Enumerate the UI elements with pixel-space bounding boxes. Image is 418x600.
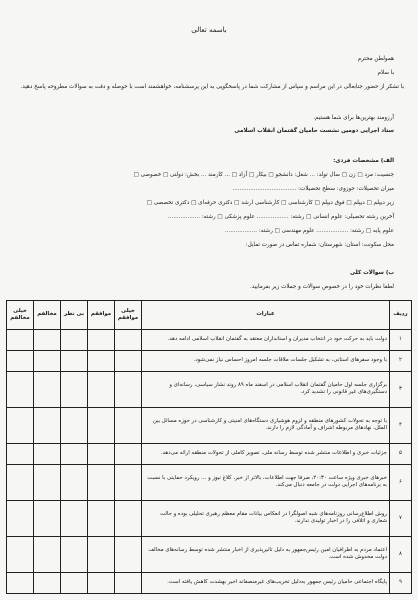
table-row (7, 330, 412, 351)
row-number: ۹ (390, 572, 412, 593)
neutral-cell[interactable] (61, 536, 88, 572)
section-b-title: ب) سوالات کلی (350, 270, 394, 276)
disagree-cell[interactable] (34, 500, 61, 536)
strongly-agree-cell[interactable] (115, 464, 142, 500)
wish-line: آرزومند بهترین‌ها برای شما هستیم. (313, 115, 394, 121)
disagree-cell[interactable] (34, 371, 61, 407)
survey-table-header (7, 301, 412, 330)
strongly-agree-cell[interactable] (115, 371, 142, 407)
strongly-disagree-cell[interactable] (7, 500, 34, 536)
statement-text: با وجود سفرهای استانی، به تشکیل جلسات ملاقات جلسه امروز احساس نیاز نمی‌شود. (142, 350, 390, 371)
header-number: ردیف (390, 301, 412, 330)
field-of-study-line: آخرین رشته تحصیلی: علوم انسانی □ رشته: .................. علوم پزشکی □ رشته: .................. (167, 214, 394, 220)
neutral-cell[interactable] (61, 572, 88, 593)
neutral-cell[interactable] (61, 350, 88, 371)
education-options: زیر دیپلم □ دیپلم □ فوق دیپلم □ کارشناسی □ کارشناسی ارشد □ دکتری حرفه‌ای □ دکتری تخصصی □ (146, 200, 394, 206)
invocation-heading: باسمه تعالی (191, 26, 227, 34)
statement-text: جزئیات خبری و اطلاعات منتشر شده توسط رسانه ملی، تصویر کاملی از تحولات منطقه ارائه می‌دهد. (142, 443, 390, 464)
strongly-agree-cell[interactable] (115, 330, 142, 351)
disagree-cell[interactable] (34, 350, 61, 371)
gender-job-line: جنسیت: مرد □ زن □ سال تولد: ... شغل: دانشجو □ بیکار □ آزاد □ ... کارمند ... بخش: دولتی □ خصوصی □ (133, 172, 394, 178)
header-strongly-agree: خیلی موافقم (115, 301, 142, 330)
strongly-disagree-cell[interactable] (7, 407, 34, 443)
strongly-disagree-cell[interactable] (7, 371, 34, 407)
greeting: با سلام (377, 70, 394, 76)
statement-text: برگزاری جلسه اول حامیان گفتمان انقلاب اسلامی در اسفند ماه ۸۹ روند نشار سیاسی، رسانه‌ای و دستگیری‌های غیر قانونی را تشدید کرد. (142, 371, 390, 407)
agree-cell[interactable] (88, 500, 115, 536)
agree-cell[interactable] (88, 350, 115, 371)
row-number: ۳ (390, 371, 412, 407)
disagree-cell[interactable] (34, 536, 61, 572)
row-number: ۴ (390, 407, 412, 443)
disagree-cell[interactable] (34, 330, 61, 351)
field-of-study-line-2: علوم پایه □ رشته: .................. علوم مهندسی □ رشته: .................. (225, 228, 394, 234)
agree-cell[interactable] (88, 407, 115, 443)
strongly-disagree-cell[interactable] (7, 536, 34, 572)
row-number: ۶ (390, 464, 412, 500)
statement-text: پایگاه اجتماعی حامیان رئیس جمهور به‌دلیل تخریب‌های غیرمنصفانه اخیر بهشدت کاهش یافته است. (142, 572, 390, 593)
neutral-cell[interactable] (61, 500, 88, 536)
strongly-disagree-cell[interactable] (7, 464, 34, 500)
row-number: ۱ (390, 330, 412, 351)
table-row (7, 464, 412, 500)
strongly-disagree-cell[interactable] (7, 330, 34, 351)
table-row (7, 371, 412, 407)
neutral-cell[interactable] (61, 371, 88, 407)
header-disagree: مخالفم (34, 301, 61, 330)
strongly-agree-cell[interactable] (115, 500, 142, 536)
header-statements: عبارات (142, 301, 390, 330)
header-agree: موافقم (88, 301, 115, 330)
salutation: همولطن محترم (357, 56, 394, 62)
agree-cell[interactable] (88, 443, 115, 464)
neutral-cell[interactable] (61, 330, 88, 351)
table-row (7, 407, 412, 443)
disagree-cell[interactable] (34, 443, 61, 464)
section-a-title: الف) مشخصات فردی: (333, 158, 394, 164)
disagree-cell[interactable] (34, 572, 61, 593)
statement-text: خبرهای خبری ویژه ساعت ۲۰:۳۰، صرفا جهت اطلاعات، بالاتر از خبر، کلاغ نیوز و ... رویکرد حمایتی با نسبت به برنامه‌های اجرایی دولت در جامعه دنبال می‌کند. (142, 464, 390, 500)
table-row (7, 350, 412, 371)
header-neutral: بی نظر (61, 301, 88, 330)
survey-table (6, 300, 412, 594)
neutral-cell[interactable] (61, 464, 88, 500)
row-number: ۷ (390, 500, 412, 536)
residence-line: محل سکونت: استان: شهرستان: شماره تماس در صورت تمایل: (245, 242, 394, 248)
table-row (7, 443, 412, 464)
header-strongly-disagree: خیلی مخالفم (7, 301, 34, 330)
disagree-cell[interactable] (34, 464, 61, 500)
table-row (7, 536, 412, 572)
agree-cell[interactable] (88, 330, 115, 351)
strongly-agree-cell[interactable] (115, 443, 142, 464)
statement-text: اعتماد مردم به اطرافیان امین رئیس‌جمهور به دلیل تاثیرپذیری از اخبار منتشر شده توسط رسانه‌های مخالف دولت مخدوش شده است. (142, 536, 390, 572)
agree-cell[interactable] (88, 371, 115, 407)
neutral-cell[interactable] (61, 443, 88, 464)
strongly-agree-cell[interactable] (115, 572, 142, 593)
disagree-cell[interactable] (34, 407, 61, 443)
education-label: میزان تحصیلات: حوزوی: سطح تحصیلات: .................................... (232, 186, 394, 192)
neutral-cell[interactable] (61, 407, 88, 443)
intro-paragraph: با تشکر از حضور جنابعالی در این مراسم و سپاس از مشارکت شما در پاسخگویی به این پرسشنامه، خواهشمند است با حوصله و دقت به سوالات مطروحه پاسخ دهید. (20, 84, 404, 90)
section-b-instruction: لطفا نظرات خود را در خصوص سوالات و جملات زیر بفرمایید. (250, 284, 394, 290)
strongly-agree-cell[interactable] (115, 350, 142, 371)
table-row (7, 572, 412, 593)
row-number: ۸ (390, 536, 412, 572)
statement-text: دولت باید به حرکت خود در انتخاب مدیران و استانداران معتقد به گفتمان انقلاب اسلامی ادامه دهد. (142, 330, 390, 351)
signature-line: ستاد اجرایی دومین نشست حامیان گفتمان انقلاب اسلامی (234, 128, 394, 134)
strongly-disagree-cell[interactable] (7, 443, 34, 464)
strongly-disagree-cell[interactable] (7, 572, 34, 593)
strongly-disagree-cell[interactable] (7, 350, 34, 371)
strongly-agree-cell[interactable] (115, 536, 142, 572)
row-number: ۵ (390, 443, 412, 464)
strongly-agree-cell[interactable] (115, 407, 142, 443)
agree-cell[interactable] (88, 464, 115, 500)
agree-cell[interactable] (88, 572, 115, 593)
table-row (7, 500, 412, 536)
row-number: ۲ (390, 350, 412, 371)
agree-cell[interactable] (88, 536, 115, 572)
statement-text: با توجه به تحولات کشورهای منطقه و لزوم هوشیاری دستگاه‌های امنیتی و کارشناسی در حوزه مسائل بین الملل، نهادهای مربوطه اشراف و آمادگی لازم را دارند. (142, 407, 390, 443)
statement-text: روش اطلاع‌رسانی روزنامه‌های شبه اصولگرا در انعکاس بیانات مقام معظم رهبری تحلیلی بوده و حالت شعاری و اتلافی را در اخبار تولیدی ندارند. (142, 500, 390, 536)
